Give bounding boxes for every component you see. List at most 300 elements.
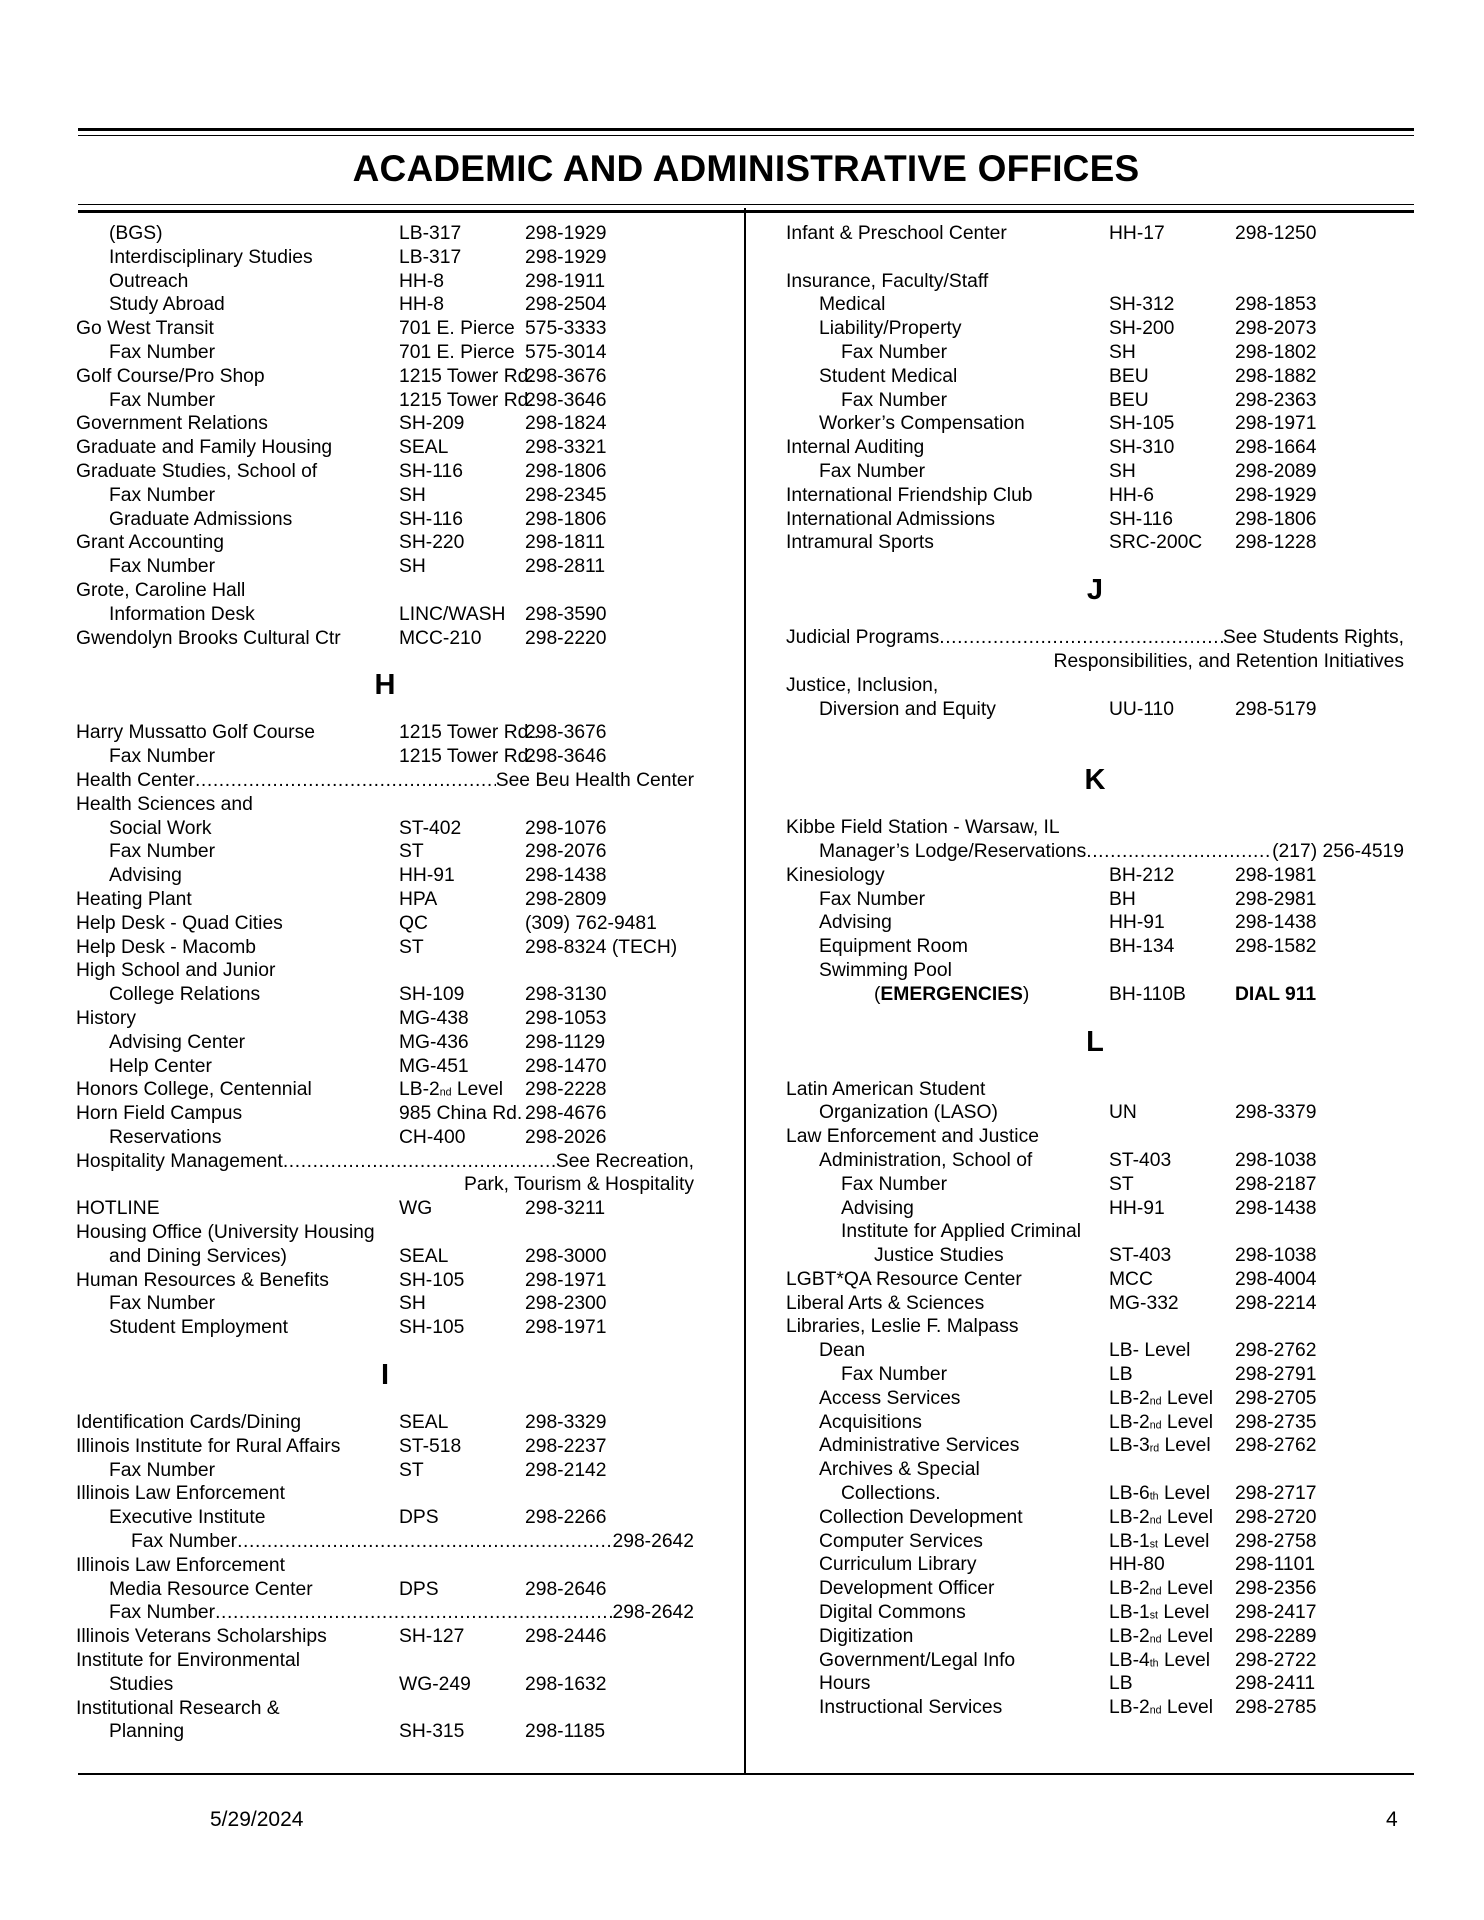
spacer — [786, 246, 1404, 270]
room-location: MG-436 — [399, 1031, 469, 1053]
entry-name: Fax Number — [109, 1459, 216, 1481]
room-cell — [1109, 389, 1235, 413]
entry-name: Help Desk - Quad Cities — [76, 912, 283, 934]
entry-name: Medical — [819, 294, 886, 316]
room-location: LB-6th Level — [1109, 1483, 1211, 1505]
room-location: SH — [399, 556, 426, 578]
phone-number: 298-1129 — [525, 1031, 606, 1053]
entry-name-cell — [76, 1078, 399, 1102]
entry-line — [76, 1078, 694, 1102]
phone-number: 298-1806 — [525, 508, 607, 530]
room-location: 1215 Tower Rd. — [399, 746, 534, 768]
room-cell — [1109, 935, 1235, 959]
entry-line — [786, 531, 1404, 555]
entry-line — [109, 1245, 694, 1269]
entry-line — [819, 911, 1404, 935]
room-cell — [1109, 1149, 1235, 1173]
entry-name-cell — [819, 1696, 1109, 1720]
entry-line — [109, 246, 694, 270]
entry-name-cell — [786, 1268, 1109, 1292]
phone-number: 298-2411 — [1235, 1673, 1316, 1695]
section-letter: K — [1084, 764, 1106, 797]
entry-name: Fax Number — [109, 841, 216, 863]
room-location: HH-91 — [1109, 1197, 1165, 1219]
room-cell — [1109, 983, 1235, 1007]
directory-entry — [76, 555, 694, 579]
phone-number: 298-1438 — [525, 865, 607, 887]
entry-line — [76, 365, 694, 389]
entry-line — [819, 1553, 1404, 1577]
room-location: BH — [1109, 888, 1136, 910]
directory-entry — [786, 1434, 1404, 1458]
entry-heading — [76, 1221, 694, 1245]
entry-line — [76, 531, 694, 555]
entry-name-cell — [874, 983, 1109, 1007]
phone-number: 298-4676 — [525, 1103, 607, 1125]
room-cell — [399, 412, 525, 436]
entry-name-cell — [819, 1553, 1109, 1577]
entry-name-cell — [109, 1055, 399, 1079]
directory-entry — [786, 460, 1404, 484]
room-location: 985 China Rd. — [399, 1103, 523, 1125]
room-location: LB-2nd Level — [399, 1079, 503, 1101]
room-location: DPS — [399, 1507, 439, 1529]
entry-name-cell — [786, 436, 1109, 460]
entry-name: Worker’s Compensation — [819, 413, 1025, 435]
room-location: SH-116 — [399, 508, 463, 530]
entry-name: Student Employment — [109, 1317, 288, 1339]
entry-line — [76, 912, 694, 936]
room-cell — [399, 1411, 525, 1435]
entry-line — [819, 1696, 1404, 1720]
phone-number: 298-1824 — [525, 413, 607, 435]
see-reference: Responsibilities, and Retention Initiatives — [1053, 650, 1404, 672]
entry-name-cell — [109, 222, 399, 246]
entry-line — [819, 460, 1404, 484]
entry-name: Advising — [819, 912, 892, 934]
room-cell — [399, 389, 534, 413]
directory-entry — [76, 1031, 694, 1055]
entry-line — [819, 1577, 1404, 1601]
entry-name-cell — [109, 1506, 399, 1530]
directory-entry — [786, 222, 1404, 246]
directory-entry — [786, 412, 1404, 436]
entry-line — [841, 1482, 1404, 1506]
entry-heading — [786, 1125, 1404, 1149]
room-location: SH-116 — [399, 460, 463, 482]
entry-name: Internal Auditing — [786, 437, 925, 459]
entry-line — [819, 1411, 1404, 1435]
entry-name: Illinois Law Enforcement — [76, 1483, 285, 1505]
entry-name-cell — [819, 1101, 1109, 1125]
entry-name-cell — [819, 412, 1109, 436]
see-reference: See Beu Health Center — [495, 769, 694, 791]
entry-line — [786, 864, 1404, 888]
phone-number: 298-2762 — [1235, 1340, 1317, 1362]
entry-name: Fax Number — [841, 1364, 948, 1386]
room-location: LB-317 — [399, 223, 462, 244]
entry-name: Fax Number — [841, 1173, 948, 1195]
entry-name-cell — [841, 1197, 1109, 1221]
directory-entry — [76, 1506, 694, 1530]
entry-name: Justice, Inclusion, — [786, 674, 939, 696]
directory-entry — [786, 1339, 1404, 1363]
entry-line — [76, 1435, 694, 1459]
entry-name-cell — [109, 840, 399, 864]
room-cell — [1109, 531, 1235, 555]
directory-entry — [76, 246, 694, 270]
room-location: SH-109 — [399, 984, 465, 1006]
room-cell — [399, 1292, 525, 1316]
directory-entry — [76, 341, 694, 365]
entry-line — [786, 1268, 1404, 1292]
section-letter: J — [1086, 574, 1104, 607]
entry-name: Administrative Services — [819, 1435, 1020, 1457]
entry-name-cell — [109, 1720, 399, 1744]
phone-number: 298-3646 — [525, 389, 607, 411]
phone-number: 298-1971 — [525, 1269, 607, 1291]
room-location: LB-2nd Level — [1109, 1625, 1213, 1647]
entry-name: International Admissions — [786, 508, 995, 530]
room-cell — [1109, 1553, 1235, 1577]
entry-name: Outreach — [109, 270, 189, 292]
phone-number: 298-1228 — [1235, 532, 1317, 554]
directory-entry — [76, 769, 694, 793]
directory-entry — [76, 1316, 694, 1340]
directory-entry — [786, 1625, 1404, 1649]
entry-line — [109, 1601, 694, 1625]
directory-entry — [786, 1577, 1404, 1601]
entry-name: Health Sciences and — [76, 793, 253, 815]
entry-name-cell — [109, 246, 399, 270]
see-reference: See Recreation, — [555, 1150, 694, 1172]
phone-number: 298-2300 — [525, 1293, 607, 1315]
entry-name-cell — [76, 1435, 399, 1459]
entry-name-cell — [819, 1649, 1109, 1673]
left-column — [76, 222, 694, 1744]
room-cell — [1109, 1363, 1235, 1387]
room-cell — [1109, 1339, 1235, 1363]
entry-name: International Friendship Club — [786, 484, 1033, 506]
entry-line — [841, 1363, 1404, 1387]
phone-number: 298-1038 — [1235, 1245, 1317, 1267]
phone-number: 298-1438 — [1235, 1197, 1317, 1219]
room-location: BH-110B — [1109, 983, 1186, 1005]
room-location: UU-110 — [1109, 698, 1175, 720]
entry-name-cell — [76, 888, 399, 912]
directory-entry — [76, 1625, 694, 1649]
entry-name-cell — [109, 484, 399, 508]
directory-entry — [786, 484, 1404, 508]
entry-line — [819, 888, 1404, 912]
entry-name-cell — [109, 817, 399, 841]
entry-line — [109, 1292, 694, 1316]
entry-name: Planning — [109, 1721, 185, 1743]
entry-name: Development Officer — [819, 1578, 995, 1600]
directory-entry — [76, 436, 694, 460]
room-cell — [1109, 1268, 1235, 1292]
room-cell — [1109, 1649, 1235, 1673]
room-location: 701 E. Pierce — [399, 318, 515, 340]
entry-name-cell — [76, 412, 399, 436]
entry-line — [819, 1387, 1404, 1411]
entry-name-cell — [76, 1625, 399, 1649]
entry-name: Advising Center — [109, 1031, 246, 1053]
entry-name-cell — [841, 1482, 1109, 1506]
room-cell — [399, 222, 525, 246]
directory-entry — [786, 864, 1404, 888]
room-cell — [1109, 698, 1235, 722]
entry-name: Kinesiology — [786, 864, 885, 886]
room-location: HH-91 — [1109, 912, 1165, 934]
entry-heading — [786, 1315, 1404, 1339]
entry-name: Manager’s Lodge/Reservations — [819, 840, 1087, 862]
room-location: LB — [1109, 1673, 1133, 1695]
entry-name: Reservations — [109, 1126, 222, 1148]
directory-entry — [76, 270, 694, 294]
room-cell — [1109, 1601, 1235, 1625]
section-letter: H — [374, 669, 396, 702]
phone-number: 298-2446 — [525, 1626, 607, 1648]
top-double-rule-thick — [78, 128, 1414, 131]
entry-name-cell — [819, 1577, 1109, 1601]
phone-number: 298-2717 — [1235, 1483, 1317, 1505]
directory-entry — [76, 1126, 694, 1150]
room-cell — [399, 936, 525, 960]
entry-name-cell — [109, 983, 399, 1007]
room-location: LINC/WASH — [399, 603, 506, 625]
entry-name-cell — [819, 317, 1109, 341]
entry-line — [109, 817, 694, 841]
directory-entry — [76, 1150, 694, 1174]
directory-entry — [786, 1292, 1404, 1316]
phone-number: 298-2220 — [525, 627, 607, 649]
room-location: ST — [399, 1459, 424, 1481]
entry-name-cell — [109, 508, 399, 532]
phone-number: 575-3333 — [525, 318, 607, 340]
room-location: HPA — [399, 888, 438, 910]
entry-name: Collection Development — [819, 1506, 1023, 1528]
directory-entry — [786, 1411, 1404, 1435]
room-cell — [399, 436, 525, 460]
phone-number: 298-3379 — [1235, 1102, 1317, 1124]
entry-line — [109, 745, 694, 769]
entry-line — [819, 317, 1404, 341]
phone-number: 298-3646 — [525, 746, 607, 768]
entry-line — [76, 1102, 694, 1126]
entry-line — [819, 1649, 1404, 1673]
room-cell — [399, 1269, 525, 1293]
room-location: LB-2nd Level — [1109, 1506, 1213, 1528]
entry-name-cell — [819, 1339, 1109, 1363]
room-cell — [1109, 293, 1235, 317]
entry-name: Identification Cards/Dining — [76, 1412, 302, 1434]
directory-entry — [786, 341, 1404, 365]
directory-entry — [76, 293, 694, 317]
phone-number: 298-2142 — [525, 1459, 607, 1481]
entry-line — [786, 1292, 1404, 1316]
entry-name: Help Center — [109, 1055, 212, 1077]
phone-number: 298-1185 — [525, 1721, 606, 1743]
entry-name-cell — [874, 1244, 1109, 1268]
entry-line — [786, 436, 1404, 460]
room-cell — [1109, 341, 1235, 365]
directory-entry — [76, 936, 694, 960]
entry-line — [109, 1126, 694, 1150]
phone-number: 298-2705 — [1235, 1387, 1317, 1409]
entry-line — [76, 460, 694, 484]
room-cell — [399, 1625, 525, 1649]
entry-line — [109, 1316, 694, 1340]
entry-name: Judicial Programs — [786, 627, 940, 649]
room-location: SH — [399, 484, 426, 506]
dot-leader — [283, 1150, 556, 1174]
entry-line — [76, 1269, 694, 1293]
room-location: ST — [399, 936, 424, 958]
phone-number: 298-1853 — [1235, 294, 1317, 316]
entry-name: Liberal Arts & Sciences — [786, 1292, 985, 1314]
entry-name: Insurance, Faculty/Staff — [786, 270, 989, 292]
room-location: SEAL — [399, 437, 449, 459]
directory-entry — [786, 293, 1404, 317]
directory-entry — [786, 1149, 1404, 1173]
room-cell — [399, 1506, 525, 1530]
directory-entry — [786, 1530, 1404, 1554]
directory-entry — [76, 1720, 694, 1744]
room-cell — [1109, 1292, 1235, 1316]
top-double-rule-thin — [78, 135, 1414, 136]
room-location: SRC-200C — [1109, 532, 1203, 554]
room-location: SEAL — [399, 1412, 449, 1434]
entry-line — [819, 1506, 1404, 1530]
entry-name: Fax Number — [109, 389, 216, 411]
directory-entry — [786, 1506, 1404, 1530]
entry-name-cell — [76, 721, 399, 745]
entry-name: Golf Course/Pro Shop — [76, 365, 265, 387]
entry-name-cell — [841, 389, 1109, 413]
room-location: LB-1st Level — [1109, 1530, 1210, 1552]
room-location: ST-403 — [1109, 1149, 1172, 1171]
entry-name-cell — [76, 1411, 399, 1435]
room-cell — [1109, 412, 1235, 436]
entry-name-cell — [819, 1387, 1109, 1411]
phone-number: 298-1911 — [525, 270, 606, 292]
entry-name: Fax Number — [109, 1602, 216, 1624]
page-title: ACADEMIC AND ADMINISTRATIVE OFFICES — [352, 148, 1140, 189]
dot-leader — [237, 1530, 612, 1554]
directory-entry — [76, 1601, 694, 1625]
phone-number: 298-1582 — [1235, 936, 1317, 958]
directory-entry — [76, 627, 694, 651]
entry-name: Go West Transit — [76, 318, 214, 340]
directory-entry — [76, 983, 694, 1007]
entry-name: Swimming Pool — [819, 959, 952, 981]
room-cell — [1109, 460, 1235, 484]
entry-heading — [76, 579, 694, 603]
entry-heading — [786, 959, 1404, 983]
room-location: CH-400 — [399, 1126, 466, 1148]
room-location: WG-249 — [399, 1673, 471, 1695]
entry-name-cell — [109, 555, 399, 579]
entry-heading — [76, 1482, 694, 1506]
room-cell — [399, 721, 540, 745]
directory-entry — [76, 817, 694, 841]
entry-name: Latin American Student — [786, 1078, 986, 1100]
room-location: LB- Level — [1109, 1340, 1191, 1362]
entry-name: Fax Number — [109, 341, 216, 363]
directory-entry — [786, 1101, 1404, 1125]
entry-name: Infant & Preschool Center — [786, 223, 1007, 244]
room-location: HH-8 — [399, 294, 444, 316]
room-location: MG-451 — [399, 1055, 469, 1077]
directory-entry — [76, 1292, 694, 1316]
room-cell — [1109, 1411, 1235, 1435]
entry-name-cell — [841, 341, 1109, 365]
room-cell — [1109, 1244, 1235, 1268]
directory-entry — [76, 864, 694, 888]
room-cell — [399, 484, 525, 508]
entry-line — [76, 769, 694, 793]
entry-heading — [786, 816, 1404, 840]
phone-number: (309) 762-9481 — [525, 912, 657, 934]
entry-name-cell — [786, 508, 1109, 532]
directory-entry — [786, 317, 1404, 341]
phone-number: 298-3000 — [525, 1245, 607, 1267]
entry-line — [109, 1673, 694, 1697]
directory-entry — [786, 840, 1404, 864]
room-location: SH-312 — [1109, 294, 1175, 316]
entry-heading — [786, 270, 1404, 294]
room-location: LB-3rd Level — [1109, 1435, 1211, 1457]
entry-line — [76, 317, 694, 341]
room-cell — [1109, 508, 1235, 532]
room-location: SH-315 — [399, 1721, 465, 1743]
entry-name-cell — [76, 531, 399, 555]
entry-line — [874, 1244, 1404, 1268]
entry-name: Fax Number — [819, 460, 926, 482]
phone-number: 298-1971 — [1235, 413, 1317, 435]
entry-line — [786, 484, 1404, 508]
phone-number: 298-2363 — [1235, 389, 1317, 411]
entry-name: Law Enforcement and Justice — [786, 1126, 1039, 1148]
entry-name: Grote, Caroline Hall — [76, 579, 246, 601]
room-cell — [399, 531, 525, 555]
room-location: SH-116 — [1109, 508, 1173, 530]
room-location: SH-105 — [399, 1269, 465, 1291]
entry-line — [841, 341, 1404, 365]
entry-name: Fax Number — [819, 888, 926, 910]
directory-entry — [786, 389, 1404, 413]
entry-name-cell — [819, 1530, 1109, 1554]
entry-name: Libraries, Leslie F. Malpass — [786, 1316, 1019, 1338]
room-location: BH-134 — [1109, 936, 1175, 958]
room-location: WG — [399, 1198, 433, 1220]
phone-number: 575-3014 — [525, 341, 607, 363]
entry-name-cell — [109, 1292, 399, 1316]
entry-name: Liability/Property — [819, 318, 962, 340]
entry-name-cell — [109, 1126, 399, 1150]
entry-line — [841, 1197, 1404, 1221]
room-cell — [399, 983, 525, 1007]
room-location: 1215 Tower Rd. — [399, 389, 534, 411]
phone-number: 298-1470 — [525, 1055, 607, 1077]
directory-entry — [76, 840, 694, 864]
entry-name: Digitization — [819, 1625, 914, 1647]
room-location: UN — [1109, 1102, 1137, 1124]
entry-line — [841, 1173, 1404, 1197]
room-location: 1215 Tower Rd. — [399, 365, 534, 387]
entry-heading — [786, 674, 1404, 698]
